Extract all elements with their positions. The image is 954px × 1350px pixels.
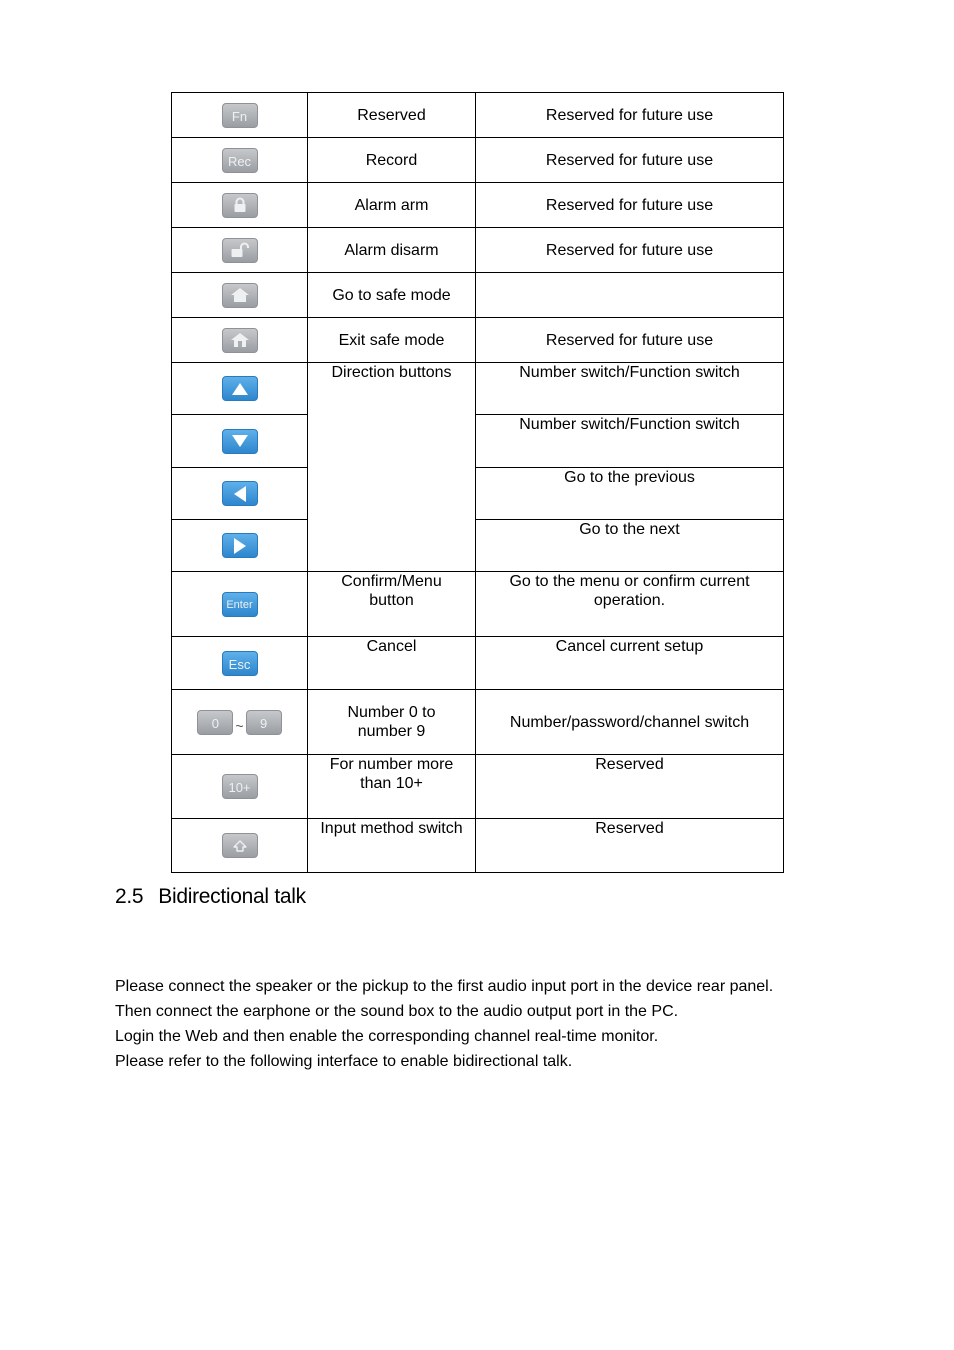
- arrow-right-key-icon: [222, 533, 258, 558]
- rec-key-icon: Rec: [222, 148, 258, 173]
- key-description: Reserved for future use: [476, 138, 784, 183]
- key-description: [476, 273, 784, 318]
- paragraph: Login the Web and then enable the corresponding channel real-time monitor.: [115, 1028, 659, 1045]
- key-name: Alarm arm: [308, 183, 476, 228]
- lock-key-icon: [222, 193, 258, 218]
- key-name-line: Confirm/Menu: [341, 573, 442, 590]
- ten-plus-key-icon: 10+: [222, 774, 258, 799]
- key-description-line: operation.: [593, 592, 666, 609]
- key-name-line: For number more: [329, 756, 454, 773]
- table-row: [172, 363, 784, 415]
- arrow-up-key-icon: [222, 376, 258, 401]
- key-name: [308, 690, 476, 755]
- home-key-icon: [222, 283, 258, 308]
- key-name: Go to safe mode: [308, 273, 476, 318]
- section-title: Bidirectional talk: [158, 885, 306, 908]
- key-description: Number switch/Function switch: [476, 415, 784, 468]
- key-name: Direction buttons: [308, 363, 476, 572]
- key-name: Reserved: [308, 93, 476, 138]
- tilde-icon: ~: [235, 717, 244, 734]
- section-body: [115, 974, 855, 1074]
- table-row: [172, 183, 784, 228]
- table-row: [172, 520, 784, 572]
- shift-key-icon: [222, 833, 258, 858]
- paragraph: Please refer to the following interface to enable bidirectional talk.: [115, 1053, 573, 1070]
- key-description: [476, 572, 784, 637]
- number-keys-icon: [172, 690, 308, 755]
- table-row: [172, 468, 784, 520]
- paragraph: Please connect the speaker or the pickup to the first audio input port in the device rear panel.: [115, 978, 774, 995]
- unlock-key-icon: [222, 238, 258, 263]
- arrow-down-key-icon: [222, 429, 258, 454]
- key-description-line: Go to the menu or confirm current: [509, 573, 750, 590]
- key-description: Reserved for future use: [476, 228, 784, 273]
- home-exit-key-icon: [222, 328, 258, 353]
- enter-key-icon: Enter: [222, 592, 258, 617]
- key-name: [308, 572, 476, 637]
- key-description: Go to the previous: [476, 468, 784, 520]
- fn-key-icon: Fn: [222, 103, 258, 128]
- section-heading: [115, 885, 306, 909]
- table-row: [172, 415, 784, 468]
- key-description: Go to the next: [476, 520, 784, 572]
- table-row: [172, 690, 784, 755]
- key-function-table: [171, 92, 784, 873]
- esc-key-icon: Esc: [222, 651, 258, 676]
- key-description: Reserved for future use: [476, 93, 784, 138]
- key-name-line: button: [369, 592, 414, 609]
- table-row: [172, 273, 784, 318]
- key-description: Number/password/channel switch: [476, 690, 784, 755]
- key-name: Cancel: [308, 637, 476, 690]
- table-row: [172, 138, 784, 183]
- key-description: Reserved: [476, 755, 784, 819]
- key-name: Record: [308, 138, 476, 183]
- table-row: [172, 572, 784, 637]
- paragraph: Then connect the earphone or the sound box to the audio output port in the PC.: [115, 1003, 679, 1020]
- arrow-left-key-icon: [222, 481, 258, 506]
- table-row: [172, 819, 784, 873]
- table-row: [172, 755, 784, 819]
- key-name: Exit safe mode: [308, 318, 476, 363]
- zero-key-icon: 0: [197, 710, 233, 735]
- key-description: Reserved for future use: [476, 318, 784, 363]
- key-name: [308, 755, 476, 819]
- key-description: Number switch/Function switch: [476, 363, 784, 415]
- key-name-line: number 9: [357, 723, 426, 740]
- table-row: [172, 318, 784, 363]
- key-description: Reserved for future use: [476, 183, 784, 228]
- table-row: [172, 93, 784, 138]
- key-name-line: than 10+: [360, 775, 423, 792]
- key-name: Input method switch: [308, 819, 476, 873]
- section-number: 2.5: [115, 885, 144, 908]
- key-description: Cancel current setup: [476, 637, 784, 690]
- key-name-line: Number 0 to: [347, 704, 436, 721]
- key-name: Alarm disarm: [308, 228, 476, 273]
- table-row: [172, 228, 784, 273]
- nine-key-icon: 9: [246, 710, 282, 735]
- table-row: [172, 637, 784, 690]
- key-description: Reserved: [476, 819, 784, 873]
